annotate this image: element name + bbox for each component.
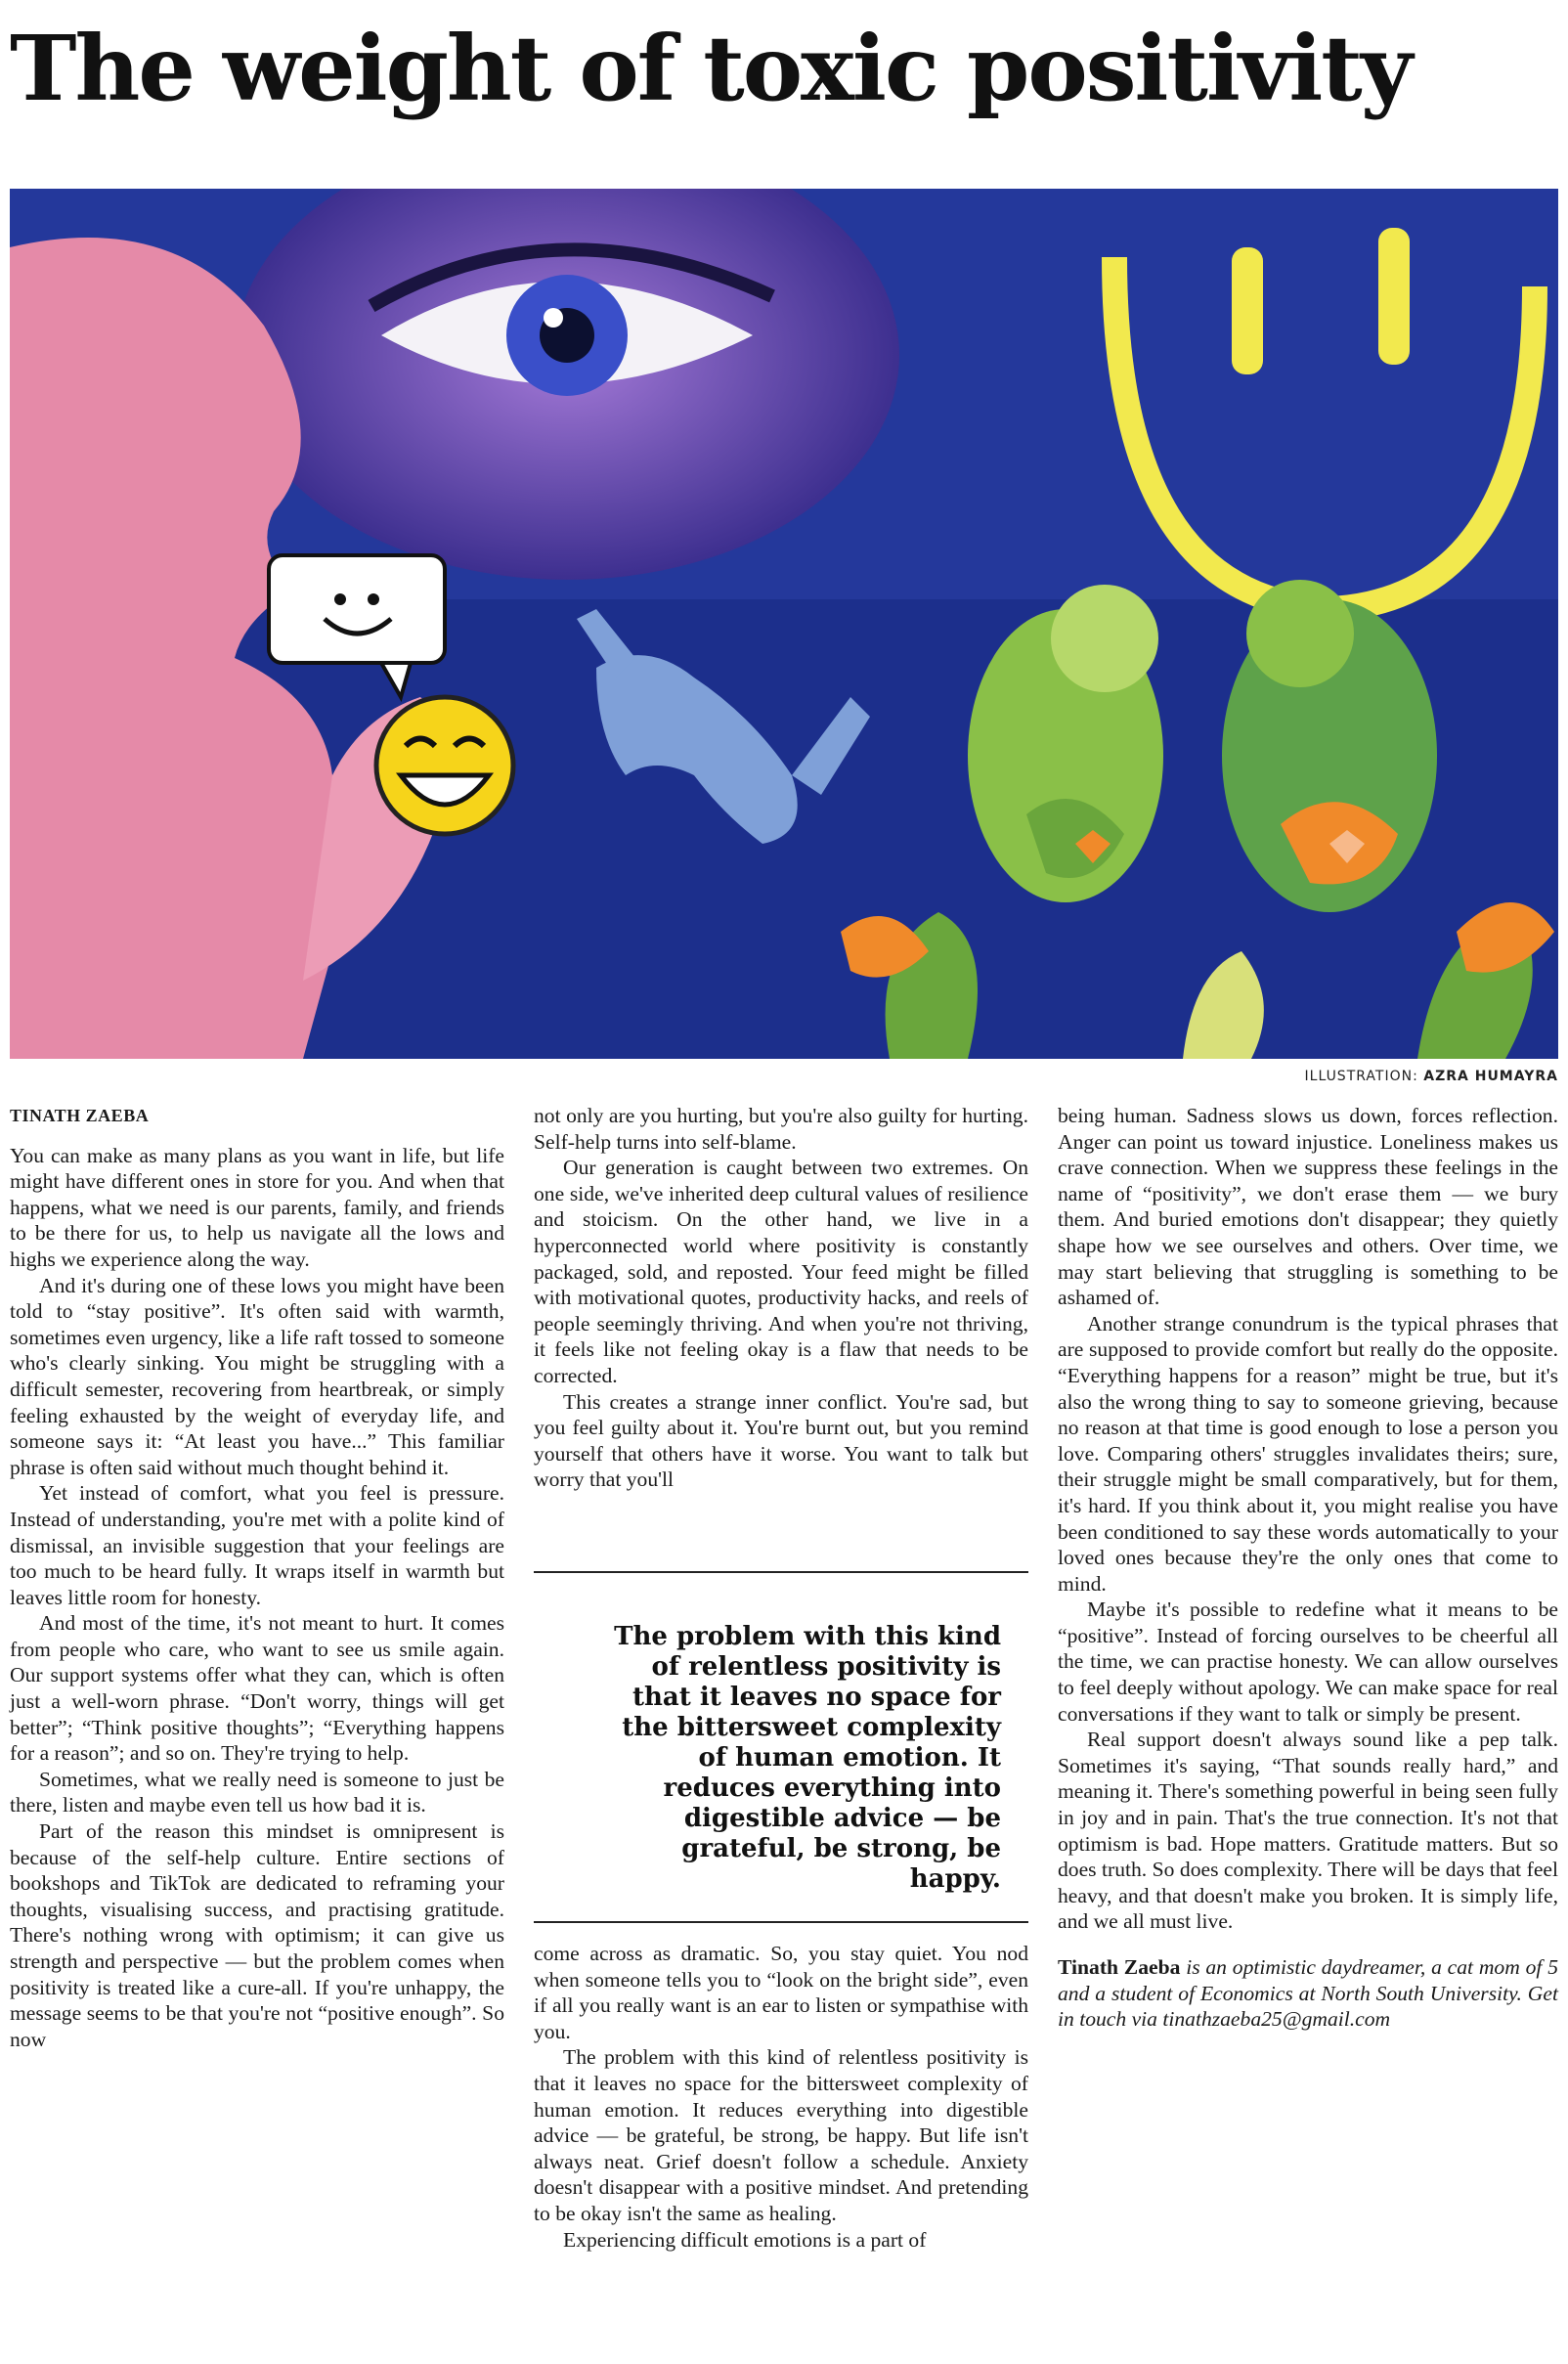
- author-name: Tinath Zaeba: [1058, 1955, 1181, 1979]
- pull-quote-text: The problem with this kind of relentless positivity is that it leaves no space for the bittersweet complexity of human emotion. It reduces everything into digestible advice — be grateful, be strong, be happy.: [614, 1622, 1001, 1894]
- credit-label: ILLUSTRATION:: [1304, 1069, 1424, 1084]
- paragraph: Our generation is caught between two extremes. On one side, we've inherited deep cultural values of resilience and stoicism. On the other hand, we live in a hyperconnected world where positivity is constantly packaged, sold, and reposted. Your feed might be filled with motivational quotes, productivity hacks, and reels of people seemingly thriving. And when you're not thriving, it feels like not feeling okay is a flaw that needs to be corrected.: [534, 1156, 1028, 1387]
- article-column-3: [1058, 1103, 1558, 2033]
- paragraph: Part of the reason this mindset is omnipresent is because of the self-help culture. Entire sections of bookshops and TikTok are dedicated to reframing your thoughts, visualising success, and practising gratitude. There's nothing wrong with optimism; it can give us strength and perspective — but the problem comes when positivity is treated like a cure-all. If you're unhappy, the message seems to be that you're not “positive enough”. So now: [10, 1819, 504, 2051]
- smiley-face-yellow: [376, 697, 513, 834]
- article-column-2-top: [534, 1103, 1028, 1493]
- pull-quote: [534, 1571, 1028, 1923]
- paragraph: And most of the time, it's not meant to hurt. It comes from people who care, who want to see us smile again. Our support systems offer what they can, which is often just a well-worn phrase. “Don't worry, things will get better”; “Think positive thoughts”; “Everything happens for a reason”; and so on. They're trying to help.: [10, 1611, 504, 1766]
- paragraph: not only are you hurting, but you're also guilty for hurting. Self-help turns into self-blame.: [534, 1104, 1028, 1154]
- byline: TINATH ZAEBA: [10, 1106, 150, 1125]
- author-bio: [1058, 1954, 1558, 2033]
- article-illustration: [10, 189, 1558, 1059]
- paragraph: Yet instead of comfort, what you feel is pressure. Instead of understanding, you're met with a polite kind of dismissal, an invisible suggestion that your feelings are too much to be heard fully. It wraps itself in warmth but leaves little room for honesty.: [10, 1481, 504, 1609]
- paragraph: Experiencing difficult emotions is a part of: [563, 2227, 927, 2252]
- paragraph: You can make as many plans as you want in life, but life might have different ones in store for you. And when that happens, what we need is our parents, family, and friends to be there for us, to help us navigate all the lows and highs we experience along the way.: [10, 1143, 504, 1271]
- paragraph: Maybe it's possible to redefine what it means to be “positive”. Instead of forcing ourselves to be cheerful all the time, we can practise honesty. We can allow ourselves to feel deeply without apology. We can make space for real conversations if they want to talk or simply be present.: [1058, 1598, 1558, 1726]
- paragraph: Another strange conundrum is the typical phrases that are supposed to provide comfort but really do the opposite. “Everything happens for a reason” might be true, but it's also the wrong thing to say to someone grieving, because no reason at that time is good enough to lose a person you love. Comparing others' struggles invalidates theirs; sure, their struggle might be small comparatively, but for them, it's hard. If you think about it, you might realise you have been conditioned to say these words automatically to your loved ones because they're the only ones that come to mind.: [1058, 1311, 1558, 1596]
- credit-name: AZRA HUMAYRA: [1423, 1069, 1558, 1084]
- paragraph: being human. Sadness slows us down, forces reflection. Anger can point us toward injustice. Loneliness makes us crave connection. When we suppress these feelings in the name of “positivity”, we don't erase them — we bury them. And buried emotions don't disappear; they quietly shape how we see ourselves and others. Over time, we may start believing that struggling is something to be ashamed of.: [1058, 1104, 1558, 1310]
- illustration-credit: [1305, 1069, 1558, 1084]
- paragraph: Sometimes, what we really need is someone to just be there, listen and maybe even tell us how bad it is.: [10, 1767, 504, 1817]
- article-column-1: [10, 1103, 504, 2052]
- paragraph: The problem with this kind of relentless positivity is that it leaves no space for the bittersweet complexity of human emotion. It reduces everything into digestible advice — be grateful, be strong, be happy. But life isn't always neat. Grief doesn't follow a schedule. Anxiety doesn't disappear with a positive mindset. And pretending to be okay isn't the same as healing.: [534, 2045, 1028, 2225]
- article-column-2-bottom: [534, 1941, 1028, 2253]
- paragraph: And it's during one of these lows you might have been told to “stay positive”. It's often said with warmth, sometimes even urgency, like a life raft tossed to someone who's clearly sinking. You might be struggling with a difficult semester, recovering from heartbreak, or simply feeling exhausted by the weight of everyday life, and someone says it: “At least you have...” This familiar phrase is often said without much thought behind it.: [10, 1273, 504, 1479]
- author-bio-text: is an optimistic daydreamer, a cat mom of 5 and a student of Economics at North South University. Get in touch via tinathzaeba25@gmail.com: [1058, 1955, 1558, 2032]
- paragraph: This creates a strange inner conflict. You're sad, but you feel guilty about it. You're burnt out, but you remind yourself that others have it worse. You want to talk but worry that you'll: [534, 1389, 1028, 1492]
- paragraph: come across as dramatic. So, you stay quiet. You nod when someone tells you to “look on the bright side”, even if all you really want is an ear to listen or sympathise with you.: [534, 1942, 1028, 2043]
- illustration-art: [10, 189, 1558, 1059]
- headline: The weight of toxic positivity: [10, 16, 1412, 121]
- paragraph: Real support doesn't always sound like a pep talk. Sometimes it's saying, “That sounds really hard,” and meaning it. There's something powerful in being seen fully in joy and in pain. That's the true connection. It's not that optimism is bad. Hope matters. Gratitude matters. But so does truth. So does complexity. There will be days that feel heavy, and that doesn't make you broken. It is simply life, and we all must live.: [1058, 1728, 1558, 1934]
